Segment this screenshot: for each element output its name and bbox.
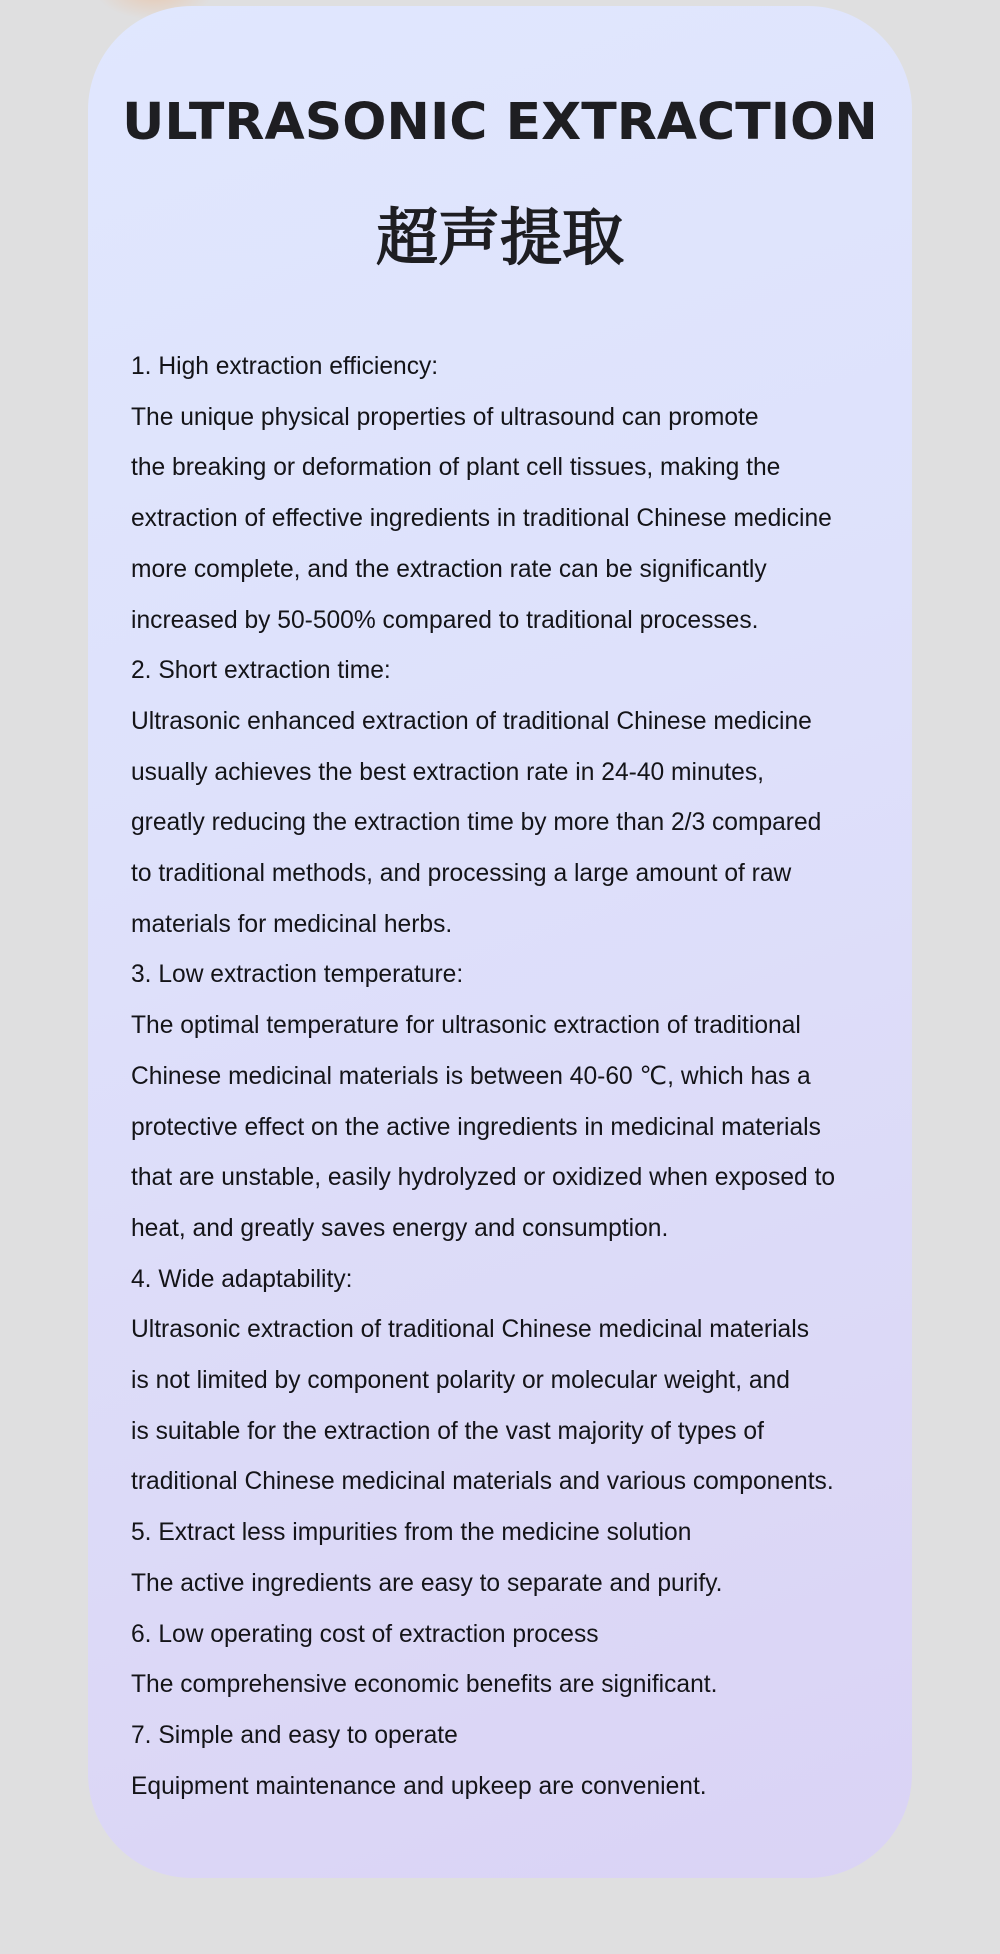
text-line: greatly reducing the extraction time by more than 2/3 compared [131,809,822,837]
text-line: to traditional methods, and processing a large amount of raw [131,860,792,888]
text-line: usually achieves the best extraction rate in 24-40 minutes, [131,758,764,786]
text-line: that are unstable, easily hydrolyzed or oxidized when exposed to [131,1164,836,1192]
text-line: Ultrasonic enhanced extraction of traditional Chinese medicine [131,707,812,735]
page-title-chinese: 超声提取 [375,201,624,274]
section-heading-cost: 6. Low operating cost of extraction process [131,1620,599,1648]
section-heading-adaptability: 4. Wide adaptability: [131,1265,353,1293]
text-line: heat, and greatly saves energy and consumption. [131,1214,669,1242]
text-line: The active ingredients are easy to separate and purify. [131,1569,723,1597]
text-line: The unique physical properties of ultrasound can promote [131,403,759,431]
text-line: The optimal temperature for ultrasonic extraction of traditional [131,1012,801,1040]
section-heading-operation: 7. Simple and easy to operate [131,1721,458,1749]
text-line: Chinese medicinal materials is between 40-60 ℃, which has a [131,1062,811,1090]
feature-description [131,342,903,1812]
text-line: materials for medicinal herbs. [131,910,453,938]
page-title-english: ULTRASONIC EXTRACTION [122,93,878,152]
text-line: extraction of effective ingredients in traditional Chinese medicine [131,505,832,533]
text-line: more complete, and the extraction rate can be significantly [131,555,767,583]
text-line: Ultrasonic extraction of traditional Chinese medicinal materials [131,1316,809,1344]
section-heading-efficiency: 1. High extraction efficiency: [131,353,439,380]
text-line: is not limited by component polarity or molecular weight, and [131,1367,790,1395]
text-line: Equipment maintenance and upkeep are convenient. [131,1772,707,1800]
text-line: The comprehensive economic benefits are significant. [131,1671,718,1699]
section-heading-impurities: 5. Extract less impurities from the medicine solution [131,1519,692,1547]
text-line: protective effect on the active ingredients in medicinal materials [131,1113,821,1141]
section-heading-temperature: 3. Low extraction temperature: [131,961,464,989]
text-line: increased by 50-500% compared to traditional processes. [131,606,759,634]
text-line: traditional Chinese medicinal materials and various components. [131,1468,834,1496]
text-line: is suitable for the extraction of the vast majority of types of [131,1417,764,1445]
content-card [88,6,912,1878]
section-heading-time: 2. Short extraction time: [131,657,391,685]
text-line: the breaking or deformation of plant cell tissues, making the [131,454,781,482]
